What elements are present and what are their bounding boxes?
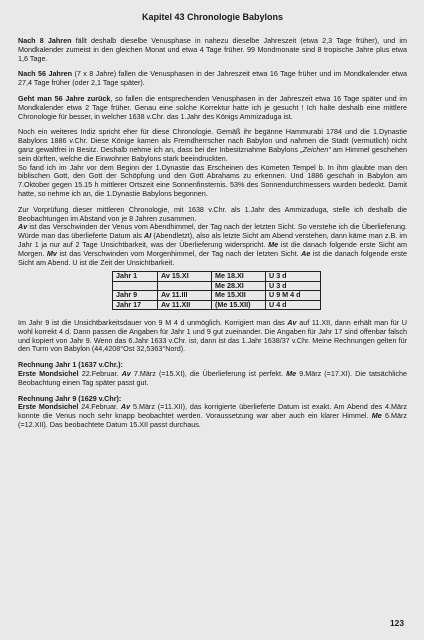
table-cell: Av 11.III — [158, 291, 212, 300]
table-cell: Av 15.XI — [158, 272, 212, 281]
term-mv: Mv — [46, 248, 57, 258]
paragraph-text: 22.Februar. — [78, 368, 122, 378]
paragraph-lead: Nach 8 Jahren — [18, 36, 72, 45]
paragraph-lead: Erste Mondsichel — [18, 402, 79, 412]
paragraph-lead: Erste Mondsichel — [18, 368, 79, 378]
paragraph-lead: Geht man 56 Jahre zurück — [18, 93, 111, 103]
section-heading-jahr-9: Rechnung Jahr 9 (1629 v.Chr): — [18, 393, 122, 403]
paragraph-text: , so fallen die entsprechenden Venusphasen in der Jahreszeit etwa 16 Tage später und im Mondkalender etwa 2 Tage früher. Genau eine solche Korrektur hatte ich je gesucht ! Ich halte deshalb eine mittlere Chronologie für besser, in welcher 1638 v.Chr. das 1.Jahr des Königs Ammizaduga ist. — [18, 93, 407, 121]
table-row — [113, 300, 321, 309]
paragraph-text: (7 x 8 Jahre) fallen die Venusphasen in der Jahreszeit etwa 16 Tage früher und im Mondkalender etwa 27,4 Tage früher (oder 2,1 Tage später). — [18, 69, 407, 88]
paragraph-text: (Abendletzt), also als letzte Sicht am Abend verstehen, dann käme man z.B. im Jahr 1 ja nur auf 2 Tage Unsichtbarkeit, was der Überlieferung widerspricht. — [18, 231, 407, 249]
table-cell: U 3 d — [266, 281, 321, 290]
term-av: Av — [18, 222, 28, 232]
table-row — [113, 291, 321, 300]
paragraph-56-jahre — [18, 70, 407, 88]
term-me: Me — [268, 239, 279, 249]
paragraph-jahr-9 — [18, 319, 407, 354]
paragraph-rechnung-jahr-1 — [18, 370, 407, 388]
term-av: Av — [121, 368, 131, 378]
paragraph-text: ist das Verschwinden der Venus vom Abendhimmel, der Tag nach der letzten Sicht. So verstehe ich die Überlieferung. Würde man das überlieferte Datum als — [18, 222, 407, 241]
term-me: Me — [371, 411, 382, 421]
table-cell: Me 15.XII — [212, 291, 266, 300]
paragraph-vorpruefung — [18, 206, 407, 268]
term-ai: AI — [144, 231, 152, 241]
table-cell: U 4 d — [266, 300, 321, 309]
table-cell: Me 18.XI — [212, 272, 266, 281]
venus-observation-table — [112, 271, 321, 310]
paragraph-text: 9.März (=17.XI). Die tatsächliche Beobachtung einen Tag später passt gut. — [18, 368, 407, 387]
paragraph-text: ist das Verschwinden vom Morgenhimmel, der Tag nach der letzten Sicht. — [56, 248, 302, 258]
paragraph-rechnung-jahr-9 — [18, 403, 407, 429]
table-cell: Jahr 17 — [113, 300, 158, 309]
table-cell: U 3 d — [266, 272, 321, 281]
paragraph-56-jahre-zurueck — [18, 95, 407, 121]
term-av: Av — [120, 402, 131, 412]
term-ae: Ae — [301, 248, 311, 258]
chapter-title: Kapitel 43 Chronologie Babylons — [141, 12, 284, 22]
table-row — [113, 272, 321, 281]
paragraph-text: 5.März (=11.XII), das korrigierte überlieferte Datum ist exakt. Am Abend des 4.März konnte die Venus noch sehr knapp beobachtet werden. Voraussetzung war aber auch ein klarer Himmel. — [18, 402, 408, 421]
paragraph-text: fällt deshalb dieselbe Venusphase in nahezu dieselbe Jahreszeit (etwa 2,3 Tage früher), und im Mondkalender zumeist in den gleichen Monat und etwa 4 Tage früher. 99 Mondmonate sind 8 tropische Jahre plus etwa 1,6 Tage. — [18, 36, 407, 63]
paragraph-text: Noch ein weiteres Indiz spricht eher für diese Chronologie. Gemäß ihr begänne Hammurabi 1784 und die 1.Dynastie Babylons 1886 v.Chr. Diese Könige kamen als Fremdherrscher nach Babylon und nahmen die Stadt (vermutlich) nicht ganz gewaltfrei in Besitz. Deshalb nehme ich an, dass bei der Inbesitznahme Babylons — [18, 127, 407, 154]
section-heading-jahr-1: Rechnung Jahr 1 (1637 v.Chr.): — [18, 360, 123, 370]
table-cell: U 9 M 4 d — [266, 291, 321, 300]
paragraph-text: 6.März (=12.XII). Das beobachtete Datum 15.XII passt durchaus. — [18, 411, 408, 429]
paragraph-indiz — [18, 128, 407, 198]
table-cell: Me 28.XI — [212, 281, 266, 290]
paragraph-text: 7.März (=15.XI), die Überlieferung ist perfekt. — [130, 368, 287, 378]
paragraph-8-jahre — [18, 37, 407, 63]
page-number: 123 — [390, 618, 404, 629]
paragraph-text: am Himmel geschehen sein dürften, welche die Einwohner Babylons stark beeindruckten. — [18, 144, 407, 163]
table-cell: (Me 15.XII) — [212, 300, 266, 309]
table-cell: Av 11.XII — [158, 300, 212, 309]
paragraph-text: Zur Vorprüfung dieser mittleren Chronologie, mit 1638 v.Chr. als 1.Jahr des Ammizaduga, stelle ich deshalb die Beobachtungen im Abstand von je 8 Jahren zusammen. — [18, 204, 407, 223]
paragraph-lead: Nach 56 Jahren — [18, 69, 73, 79]
paragraph-text: Im Jahr 9 ist die Unsichtbarkeitsdauer von 9 M 4 d unmöglich. Korrigiert man das — [18, 317, 288, 327]
paragraph-text: auf 11.XII, dann erhält man für U wohl korrekt 4 d. Dann passen die Angaben für Jahr 1 und 9 gut zueinander. Die Angaben für Jahr 17 sind offenbar falsch und kopiert von Jahr 9. Wenn das 6.Jahr 1633 v.Chr. ist, dann ist das 1.Jahr 1638/37 v.Chr. Meine Rechnungen gelten für den Turm von Babylon (44,4208°Ost 32,5363°Nord). — [18, 317, 407, 354]
term-av: Av — [287, 317, 297, 327]
paragraph-text: So fand ich im Jahr vor dem Beginn der 1.Dynastie das Erscheinen des Kometen Tempel b. In ihm glaubte man den biblischen Gott, den Gott der Schöpfung und den Gott Abrahams zu erkennen. Und 1886 geschah in Babylon am 7.Oktober gegen 15.15 h mittlerer Ortszeit eine Sonnenfinsternis. 53% des Sonnendurchmessers wurden bedeckt. Damit hatte, so nehme ich an, die 1.Dynastie Babylons begonnen. — [18, 162, 407, 198]
paragraph-text: ist die danach folgende erste Sicht am Abend. U ist die Zeit der Unsichtbarkeit. — [18, 248, 407, 267]
italic-term: „Zeichen“ — [300, 144, 331, 154]
table-cell: Jahr 9 — [113, 291, 158, 300]
paragraph-text: 24.Februar. — [78, 402, 121, 412]
term-me: Me — [286, 368, 297, 378]
paragraph-text: ist die danach folgende erste Sicht am Morgen. — [18, 239, 407, 258]
table-cell: Jahr 1 — [113, 272, 158, 281]
